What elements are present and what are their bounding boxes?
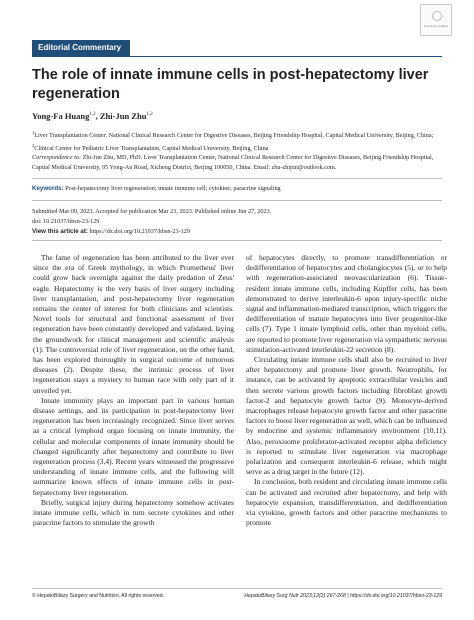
- affil-2-text: Clinical Center for Pediatric Liver Transplantation, Capital Medical University, Beijing, China: [34, 144, 269, 152]
- section-label: Editorial Commentary: [32, 40, 130, 56]
- footer-citation: HepatoBiliary Surg Nutr 2023;12(2):267-268 | https://dx.doi.org/10.21037/hbsn-23-129: [244, 593, 442, 599]
- affiliation-1: [32, 128, 444, 153]
- divider: [32, 178, 442, 179]
- body-column-right: [246, 253, 447, 528]
- publication-dates: [32, 207, 444, 237]
- affiliations: [32, 128, 444, 172]
- correspondence: [32, 153, 444, 172]
- doi-line: doi: 10.21037/hbsn-23-129: [32, 218, 100, 225]
- view-article-line: [32, 227, 444, 237]
- logo-text: Check for updates: [423, 24, 449, 28]
- paragraph: Briefly, surgical injury during hepatectomy somehow activates innate immune cells, which in turn secrete cytokines and other paracrine factors to stimulate the growth: [33, 497, 234, 528]
- author-1: Yong-Fa Huang: [32, 111, 90, 121]
- affil-2-num: 2: [32, 142, 35, 148]
- dates-line: Submitted Mar 09, 2023. Accepted for publication Mar 23, 2023. Published online Jun 27, 2023.: [32, 208, 272, 215]
- body-column-left: [33, 253, 234, 528]
- keywords-text: Post-hepatectomy liver regeneration; innate immune cell; cytokine; paracrine signaling: [63, 185, 281, 192]
- keywords-label: Keywords:: [32, 185, 64, 192]
- author-1-affil: 1,2: [89, 112, 96, 118]
- affil-1-text: Liver Transplantation Center, National Clinical Research Center for Digestive Diseases, Beijing Friendship Hospital, Capital Medical University, Beijing, China;: [34, 132, 434, 140]
- view-article-link[interactable]: https://dx.doi.org/10.21037/hbsn-23-129: [87, 228, 190, 235]
- author-list: [32, 111, 153, 121]
- paragraph: Circulating innate immune cells shall also be recruited to liver after hepatectomy and promote liver growth. Neutrophils, for instance, can be activated by apoptotic extracellular vesicles and then secrete various growth factors including fibroblast growth factor-2 and hepatocyte growth factor (9). Monocyte-derived macrophages release hepatocyte growth factor and other paracrine factors to boost liver regeneration as well, which can be influenced by endocrine and systemic inflammatory environment (10,11). Also, peroxisome proliferator-activated receptor alpha deficiency is reported to stimulate liver regeneration via macrophage polarization and consequent interleukin-6 release, which might serve as a drug target in the future (12).: [246, 355, 447, 477]
- view-label: View this article at:: [32, 228, 88, 235]
- author-separator: ,: [95, 111, 100, 121]
- paragraph: In conclusion, both resident and circulating innate immune cells can be activated and recruited after hepatectomy, and help with hepatocyte expansion, transdifferentiation, and dedifferentiation via cytokine, growth factors and other paracrine mechanisms to promote: [246, 477, 447, 528]
- correspondence-label: Correspondence to:: [32, 154, 82, 162]
- keywords: [32, 184, 444, 193]
- author-2-affil: 1,2: [146, 112, 153, 118]
- footer-rule: [32, 588, 442, 589]
- divider: [32, 200, 442, 201]
- section-rule: [32, 56, 442, 57]
- divider: [32, 240, 442, 241]
- update-icon: [432, 11, 442, 21]
- footer-copyright: © HepatoBiliary Surgery and Nutrition. All rights reserved.: [32, 593, 165, 599]
- paragraph: of hepatocytes directly, to promote transdifferentiation or dedifferentiation of hepatocytes and cholangiocytes (5), or to help with regeneration-associated neovascularization (6). Tissue-resident innate immune cells, including Kupffer cells, has been demonstrated to derive interleukin-6 upon injury-specific niche signal and inflammation-mediated transcription, which triggers the dedifferentiation of mature hepatocytes into liver progenitor-like cells (7). Type 1 innate lymphoid cells, other than myeloid cells, are reported to promote liver regeneration via sympathetic nervous stimulation-activated interleukin-22 secretion (8).: [246, 253, 447, 354]
- check-for-updates-logo[interactable]: [420, 4, 452, 36]
- paragraph: The fame of regeneration has been attributed to the liver ever since the era of Greek mythology, in which Prometheus' liver could grow back overnight against the daily predation of Zeus' eagle. Hepatectomy is the very basis of liver surgery including liver transplantation, and post-hepatectomy liver regeneration remains the center of interest for both clinicians and scientists. Novel tools for structural and functional assessment of liver regeneration have been constantly developed and validated, laying the groundwork for clinical management and scientific analysis (1). The controversial role of liver regeneration, on the other hand, has been explored thoroughly in surgical outcome of tumorous diseases (2). Despite these, the intrinsic process of liver regeneration stays a mystery to human race with only part of it unveiled yet.: [33, 253, 234, 395]
- paragraph: Innate immunity plays an important part in various human disease settings, and its participation in post-hepatectomy liver regeneration has been increasingly recognized. Since liver serves as a critical lymphoid organ focusing on innate immunity, the cellular and molecular components of innate immunity should be changed significantly after hepatectomy and contribute to liver regeneration process (3,4). Recent years witnessed the progressive understanding of innate immune cells, and the following will summarize known effects of innate immune cells in post-hepatectomy liver regeneration.: [33, 395, 234, 497]
- article-title: The role of innate immune cells in post-hepatectomy liver regeneration: [32, 67, 429, 102]
- correspondence-text: Zhi-Jun Zhu, MD, PhD. Liver Transplantation Center, National Clinical Research Center for Digestive Diseases, Beijing Friendship Hospital, Capital Medical University, 95 Yong-An Road, Xicheng District, Beijing 100050, China. Email: zhu-zhijun@outlook.com.: [32, 154, 434, 171]
- author-2: Zhi-Jun Zhu: [99, 111, 147, 121]
- affil-1-num: 1: [32, 130, 35, 135]
